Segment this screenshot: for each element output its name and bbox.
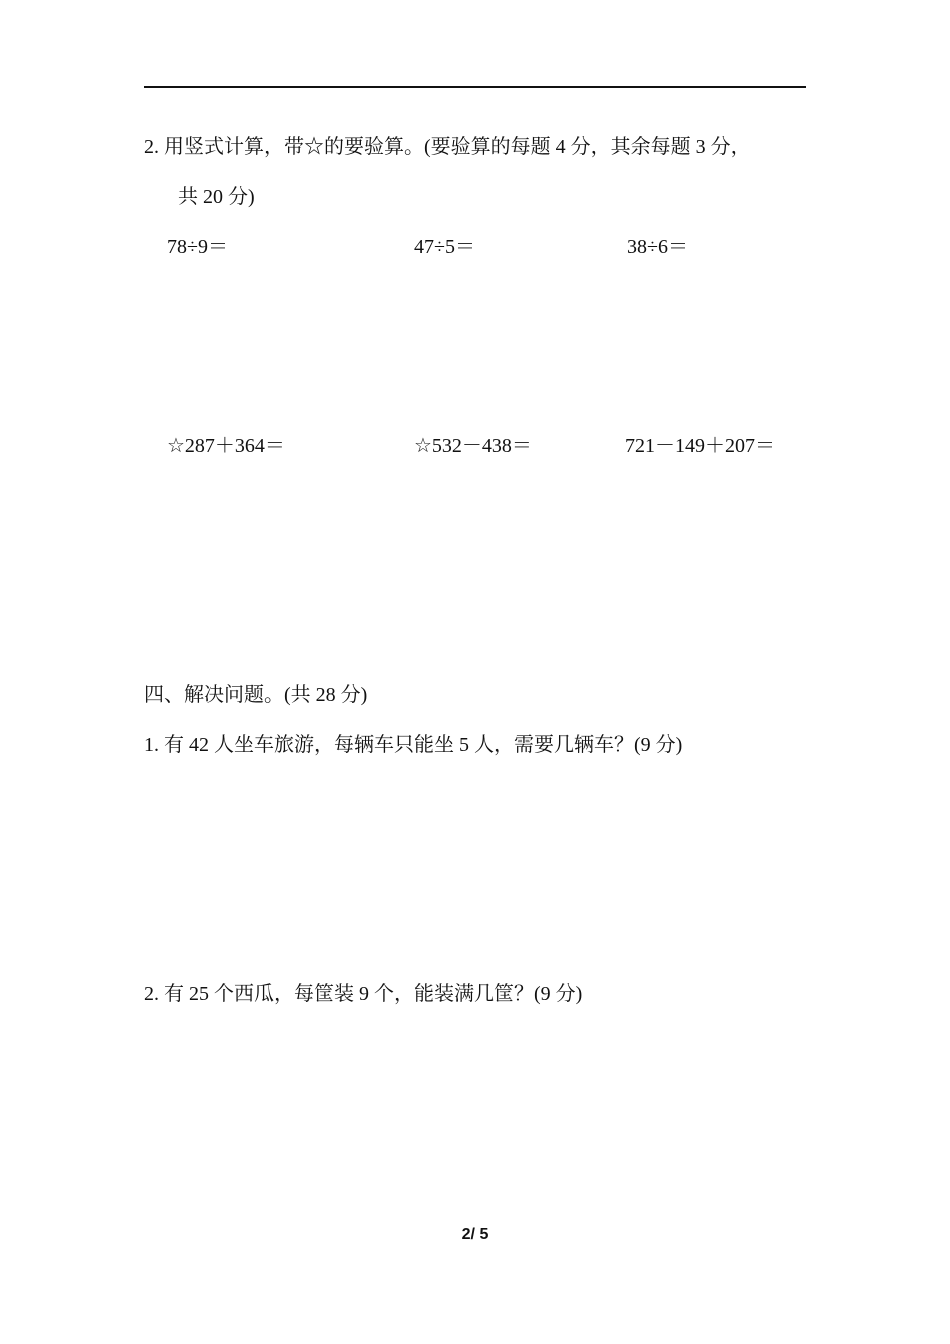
problem-4: ☆287＋364＝ [167,435,285,457]
header-rule [144,86,806,88]
problem-3: 38÷6＝ [627,236,688,258]
problem-5: ☆532－438＝ [414,435,532,457]
question-2: 2. 有 25 个西瓜，每筐装 9 个，能装满几筐？(9 分) [144,983,583,1005]
page-number: 2/ 5 [461,1226,489,1243]
problem-2: 47÷5＝ [414,236,475,258]
problem-6: 721－149＋207＝ [625,435,775,457]
section-2-title-line-1: 2. 用竖式计算，带☆的要验算。(要验算的每题 4 分，其余每题 3 分， [144,136,751,158]
section-4-heading: 四、解决问题。(共 28 分) [144,684,368,706]
problem-1: 78÷9＝ [167,236,228,258]
section-2-title-line-2: 共 20 分) [178,186,255,208]
question-1: 1. 有 42 人坐车旅游，每辆车只能坐 5 人，需要几辆车？(9 分) [144,734,683,756]
